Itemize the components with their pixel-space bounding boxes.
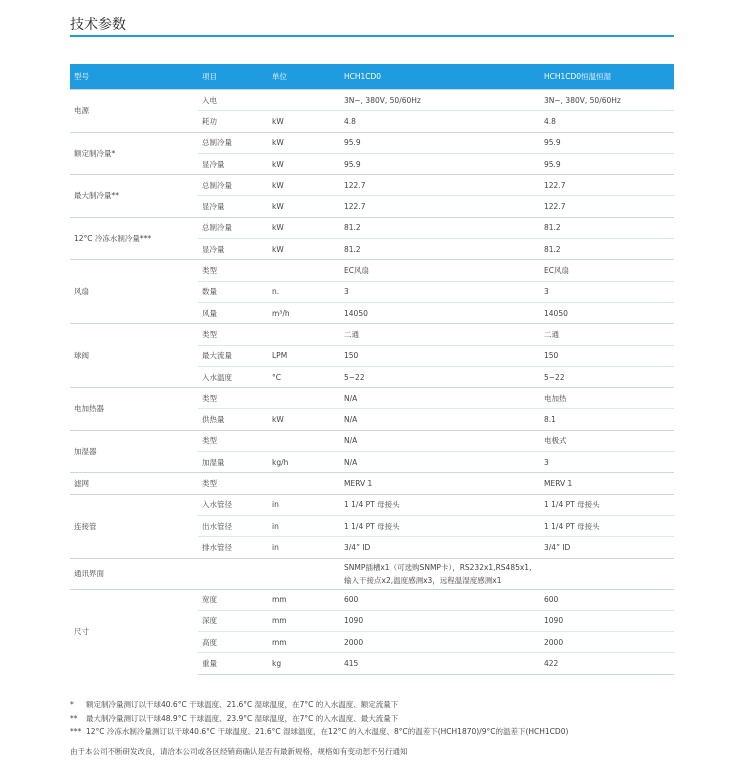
table-row xyxy=(70,132,674,153)
cell-unit: kg/h xyxy=(268,452,340,473)
cell-value-hch1cd0: 5~22 xyxy=(340,366,540,387)
cell-value-hch1cd0: 81.2 xyxy=(340,239,540,260)
cell-value-hch1cd0-constant: 二通 xyxy=(540,324,674,345)
group-label: 球阀 xyxy=(70,324,198,388)
cell-value-merged xyxy=(340,558,674,589)
cell-value-hch1cd0-constant: 81.2 xyxy=(540,239,674,260)
cell-unit xyxy=(268,473,340,494)
table-row xyxy=(70,388,674,409)
cell-value-hch1cd0-constant: 电加热 xyxy=(540,388,674,409)
cell-item: 重量 xyxy=(198,653,268,674)
table-header-row xyxy=(70,64,674,90)
footnotes xyxy=(70,698,568,739)
cell-value-hch1cd0: EC风扇 xyxy=(340,260,540,281)
cell-value-hch1cd0-constant: 3/4” ID xyxy=(540,537,674,558)
cell-item: 宽度 xyxy=(198,589,268,610)
footnote-text: 最大制冷量测订以干球48.9°C 干球温度、23.9°C 湿球温度，在7°C 的入水温度、最大流量下 xyxy=(86,713,399,723)
cell-unit: kW xyxy=(268,217,340,238)
cell-unit: °C xyxy=(268,366,340,387)
header-hch1cd0-constant: HCH1CD0恒温恒湿 xyxy=(540,64,674,90)
spec-table-body xyxy=(70,90,674,675)
cell-value-hch1cd0-constant: MERV 1 xyxy=(540,473,674,494)
cell-value-hch1cd0-constant: 1 1/4 PT 母接头 xyxy=(540,494,674,515)
table-row xyxy=(70,217,674,238)
cell-item: 高度 xyxy=(198,632,268,653)
cell-unit: in xyxy=(268,515,340,536)
cell-value-hch1cd0: 14050 xyxy=(340,302,540,323)
group-label: 最大制冷量** xyxy=(70,175,198,218)
table-row xyxy=(70,558,674,589)
cell-value-hch1cd0-constant: 3 xyxy=(540,281,674,302)
cell-value-hch1cd0: 3/4” ID xyxy=(340,537,540,558)
cell-item: 出水管径 xyxy=(198,515,268,536)
cell-item: 耗功 xyxy=(198,111,268,132)
footnote xyxy=(70,725,568,739)
cell-item: 数量 xyxy=(198,281,268,302)
header-item: 项目 xyxy=(198,64,268,90)
cell-value-hch1cd0: 95.9 xyxy=(340,153,540,174)
cell-unit: mm xyxy=(268,610,340,631)
cell-unit xyxy=(268,388,340,409)
cell-item: 最大流量 xyxy=(198,345,268,366)
cell-unit xyxy=(268,90,340,111)
cell-value-hch1cd0: 3 xyxy=(340,281,540,302)
group-label: 滤网 xyxy=(70,473,198,494)
cell-item: 入水温度 xyxy=(198,366,268,387)
cell-item: 供热量 xyxy=(198,409,268,430)
group-label: 额定制冷量* xyxy=(70,132,198,175)
cell-value-hch1cd0: 4.8 xyxy=(340,111,540,132)
disclaimer: 由于本公司不断研发改良，请洽本公司或各区经销商确认是否有最新规格，规格如有变动恕不另行通知 xyxy=(70,747,408,756)
cell-value-hch1cd0: 122.7 xyxy=(340,196,540,217)
cell-unit xyxy=(268,260,340,281)
cell-value-hch1cd0: N/A xyxy=(340,430,540,451)
cell-unit xyxy=(268,324,340,345)
footnote xyxy=(70,698,568,712)
cell-value-hch1cd0-constant: 422 xyxy=(540,653,674,674)
cell-unit: mm xyxy=(268,632,340,653)
table-row xyxy=(70,589,674,610)
cell-unit: n. xyxy=(268,281,340,302)
cell-value-hch1cd0-constant: 4.8 xyxy=(540,111,674,132)
cell-value-hch1cd0: 3N~, 380V, 50/60Hz xyxy=(340,90,540,111)
cell-item: 入水管径 xyxy=(198,494,268,515)
footnote-text: 12°C 冷冻水制冷量测订以干球40.6°C 干球温度、21.6°C 湿球温度，在12°C 的入水温度、8°C的温差下(HCH1870)/9°C的温差下(HCH1CD0) xyxy=(86,727,569,736)
cell-value-hch1cd0-constant: 150 xyxy=(540,345,674,366)
cell-value-hch1cd0-constant: 1090 xyxy=(540,610,674,631)
table-row xyxy=(70,324,674,345)
cell-unit: kW xyxy=(268,409,340,430)
cell-item: 总制冷量 xyxy=(198,217,268,238)
cell-value-hch1cd0-constant: 电极式 xyxy=(540,430,674,451)
cell-value-hch1cd0: 1 1/4 PT 母接头 xyxy=(340,515,540,536)
cell-unit: kW xyxy=(268,153,340,174)
footnote xyxy=(70,712,568,726)
cell-item: 排水管径 xyxy=(198,537,268,558)
cell-unit: kW xyxy=(268,175,340,196)
cell-item xyxy=(198,558,268,589)
group-label: 尺寸 xyxy=(70,589,198,674)
cell-value-hch1cd0: MERV 1 xyxy=(340,473,540,494)
cell-unit xyxy=(268,430,340,451)
cell-value-hch1cd0: N/A xyxy=(340,452,540,473)
cell-value-hch1cd0-constant: 122.7 xyxy=(540,196,674,217)
cell-value-hch1cd0: N/A xyxy=(340,388,540,409)
cell-item: 类型 xyxy=(198,388,268,409)
cell-value-line: SNMP插槽x1（可选购SNMP卡），RS232x1,RS485x1, xyxy=(344,562,532,572)
cell-value-hch1cd0: 81.2 xyxy=(340,217,540,238)
cell-item: 入电 xyxy=(198,90,268,111)
cell-item: 深度 xyxy=(198,610,268,631)
cell-unit: kW xyxy=(268,239,340,260)
cell-value-hch1cd0: 150 xyxy=(340,345,540,366)
group-label: 风扇 xyxy=(70,260,198,324)
cell-value-hch1cd0: 95.9 xyxy=(340,132,540,153)
cell-item: 类型 xyxy=(198,430,268,451)
header-unit: 单位 xyxy=(268,64,340,90)
cell-value-hch1cd0-constant: 3 xyxy=(540,452,674,473)
page-title: 技术参数 xyxy=(70,17,126,33)
spec-table xyxy=(70,64,674,675)
table-row xyxy=(70,175,674,196)
cell-item: 类型 xyxy=(198,324,268,345)
cell-value-hch1cd0-constant: 3N~, 380V, 50/60Hz xyxy=(540,90,674,111)
group-label: 连接管 xyxy=(70,494,198,558)
group-label: 电加热器 xyxy=(70,388,198,431)
cell-unit: in xyxy=(268,494,340,515)
cell-value-hch1cd0-constant: 81.2 xyxy=(540,217,674,238)
table-row xyxy=(70,473,674,494)
cell-unit: kW xyxy=(268,111,340,132)
footnote-text: 额定制冷量测订以干球40.6°C 干球温度、21.6°C 湿球温度，在7°C 的入水温度、额定流量下 xyxy=(86,700,399,709)
table-row xyxy=(70,494,674,515)
cell-item: 风量 xyxy=(198,302,268,323)
cell-value-hch1cd0: 122.7 xyxy=(340,175,540,196)
footnote-mark: * xyxy=(70,700,74,709)
cell-value-hch1cd0-constant: 5~22 xyxy=(540,366,674,387)
cell-value-hch1cd0-constant: 95.9 xyxy=(540,132,674,153)
cell-unit: kW xyxy=(268,132,340,153)
cell-value-hch1cd0-constant: 122.7 xyxy=(540,175,674,196)
cell-item: 类型 xyxy=(198,260,268,281)
cell-value-line: 输入干接点x2,温度感测x3，远程温湿度感测x1 xyxy=(344,575,502,585)
cell-value-hch1cd0: 415 xyxy=(340,653,540,674)
cell-item: 显冷量 xyxy=(198,153,268,174)
table-row xyxy=(70,90,674,111)
cell-unit: in xyxy=(268,537,340,558)
cell-unit: mm xyxy=(268,589,340,610)
cell-value-hch1cd0-constant: 95.9 xyxy=(540,153,674,174)
cell-item: 显冷量 xyxy=(198,196,268,217)
header-hch1cd0: HCH1CD0 xyxy=(340,64,540,90)
table-row xyxy=(70,260,674,281)
footnote-mark: *** xyxy=(70,727,82,736)
header-model: 型号 xyxy=(70,64,198,90)
cell-value-hch1cd0-constant: 1 1/4 PT 母接头 xyxy=(540,515,674,536)
footnote-mark: ** xyxy=(70,713,78,723)
cell-value-hch1cd0: 1 1/4 PT 母接头 xyxy=(340,494,540,515)
cell-unit: m³/h xyxy=(268,302,340,323)
title-divider xyxy=(70,35,674,37)
group-label: 电源 xyxy=(70,90,198,133)
cell-item: 显冷量 xyxy=(198,239,268,260)
cell-unit xyxy=(268,558,340,589)
cell-item: 总制冷量 xyxy=(198,132,268,153)
group-label: 通讯界面 xyxy=(70,558,198,589)
cell-value-hch1cd0-constant: 14050 xyxy=(540,302,674,323)
cell-value-hch1cd0: N/A xyxy=(340,409,540,430)
cell-value-hch1cd0: 600 xyxy=(340,589,540,610)
cell-value-hch1cd0-constant: 600 xyxy=(540,589,674,610)
cell-value-hch1cd0: 1090 xyxy=(340,610,540,631)
cell-unit: kg xyxy=(268,653,340,674)
cell-item: 类型 xyxy=(198,473,268,494)
cell-value-hch1cd0-constant: 2000 xyxy=(540,632,674,653)
cell-item: 加湿量 xyxy=(198,452,268,473)
group-label: 12°C 冷冻水制冷量*** xyxy=(70,217,198,260)
cell-value-hch1cd0: 二通 xyxy=(340,324,540,345)
group-label: 加湿器 xyxy=(70,430,198,473)
cell-unit: LPM xyxy=(268,345,340,366)
cell-item: 总制冷量 xyxy=(198,175,268,196)
cell-value-hch1cd0: 2000 xyxy=(340,632,540,653)
cell-value-hch1cd0-constant: 8.1 xyxy=(540,409,674,430)
cell-unit: kW xyxy=(268,196,340,217)
table-row xyxy=(70,430,674,451)
cell-value-hch1cd0-constant: EC风扇 xyxy=(540,260,674,281)
